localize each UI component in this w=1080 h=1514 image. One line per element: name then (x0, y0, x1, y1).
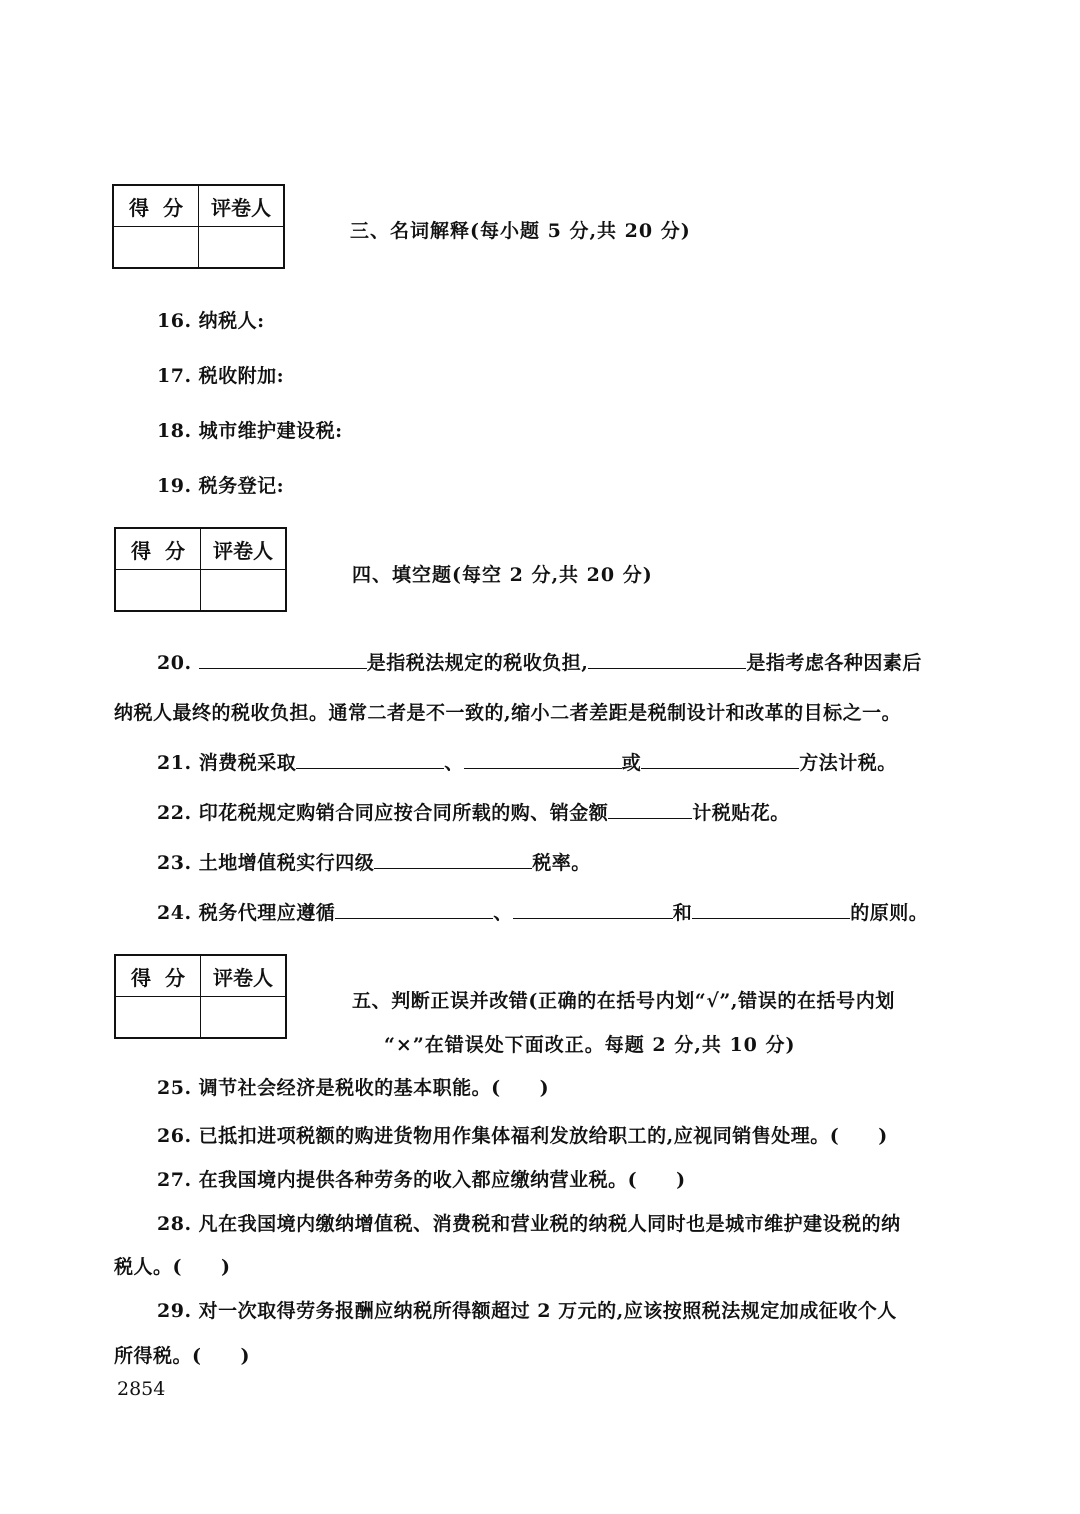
question-text: 或 (621, 752, 642, 774)
question-29-continued: 所得税。( ) (114, 1345, 250, 1367)
question-text: 方法计税。 (799, 752, 897, 774)
score-cell[interactable] (115, 997, 201, 1039)
question-text: 土地增值税实行四级 (198, 852, 375, 874)
fill-blank[interactable] (513, 900, 673, 919)
fill-blank[interactable] (588, 650, 746, 669)
question-text: 税务代理应遵循 (198, 902, 336, 924)
question-20-continued: 纳税人最终的税收负担。通常二者是不一致的,缩小二者差距是税制设计和改革的目标之一。 (114, 702, 902, 724)
term-item-18: 18. 城市维护建设税: (157, 420, 343, 442)
question-27: 27. 在我国境内提供各种劳务的收入都应缴纳营业税。( ) (157, 1169, 686, 1191)
question-number: 21. (157, 752, 192, 774)
question-23 (157, 848, 591, 875)
fill-blank[interactable] (335, 900, 493, 919)
question-28: 28. 凡在我国境内缴纳增值税、消费税和营业税的纳税人同时也是城市维护建设税的纳 (157, 1213, 901, 1235)
question-text: 税率。 (532, 852, 591, 874)
fill-blank[interactable] (608, 800, 692, 819)
score-box-section3 (112, 184, 285, 269)
question-25: 25. 调节社会经济是税收的基本职能。( ) (157, 1077, 550, 1099)
fill-blank[interactable] (199, 650, 367, 669)
question-number: 23. (157, 852, 192, 874)
question-text: 的原则。 (850, 902, 929, 924)
fill-blank[interactable] (692, 900, 850, 919)
fill-blank[interactable] (641, 750, 799, 769)
term-item-19: 19. 税务登记: (157, 475, 285, 497)
score-label: 得 分 (115, 955, 201, 997)
grader-cell[interactable] (201, 997, 287, 1039)
question-text: 消费税采取 (198, 752, 297, 774)
question-22 (157, 798, 790, 825)
grader-label: 评卷人 (201, 955, 287, 997)
question-21 (157, 748, 897, 775)
question-text: 、 (444, 752, 464, 774)
question-text: 印花税规定购销合同应按合同所载的购、销金额 (198, 802, 609, 824)
question-text: 计税贴花。 (692, 802, 790, 824)
question-24 (157, 898, 928, 925)
fill-blank[interactable] (464, 750, 622, 769)
section5-title-line2: “×”在错误处下面改正。每题 2 分,共 10 分) (384, 1034, 796, 1056)
section3-title: 三、名词解释(每小题 5 分,共 20 分) (350, 220, 691, 242)
question-26: 26. 已抵扣进项税额的购进货物用作集体福利发放给职工的,应视同销售处理。( ) (157, 1125, 888, 1147)
fill-blank[interactable] (296, 750, 444, 769)
grader-label: 评卷人 (199, 185, 285, 227)
question-number: 22. (157, 802, 192, 824)
score-box-section5 (114, 954, 287, 1039)
grader-cell[interactable] (201, 570, 287, 612)
score-label: 得 分 (113, 185, 199, 227)
question-text: 是指考虑各种因素后 (746, 652, 922, 674)
question-number: 20. (157, 652, 192, 674)
question-29: 29. 对一次取得劳务报酬应纳税所得额超过 2 万元的,应该按照税法规定加成征收个人 (157, 1300, 897, 1322)
page-code: 2854 (117, 1378, 166, 1400)
score-cell[interactable] (115, 570, 201, 612)
question-text: 和 (672, 902, 693, 924)
section4-title: 四、填空题(每空 2 分,共 20 分) (352, 564, 653, 586)
question-text: 、 (493, 902, 513, 924)
question-text: 是指税法规定的税收负担, (366, 652, 589, 674)
question-number: 24. (157, 902, 192, 924)
question-28-continued: 税人。( ) (114, 1256, 231, 1278)
grader-cell[interactable] (199, 227, 285, 269)
term-item-17: 17. 税收附加: (157, 365, 285, 387)
score-label: 得 分 (115, 528, 201, 570)
grader-label: 评卷人 (201, 528, 287, 570)
section5-title-line1: 五、判断正误并改错(正确的在括号内划“√”,错误的在括号内划 (352, 990, 895, 1012)
fill-blank[interactable] (374, 850, 532, 869)
score-box-section4 (114, 527, 287, 612)
score-cell[interactable] (113, 227, 199, 269)
question-20 (157, 648, 922, 675)
term-item-16: 16. 纳税人: (157, 310, 265, 332)
